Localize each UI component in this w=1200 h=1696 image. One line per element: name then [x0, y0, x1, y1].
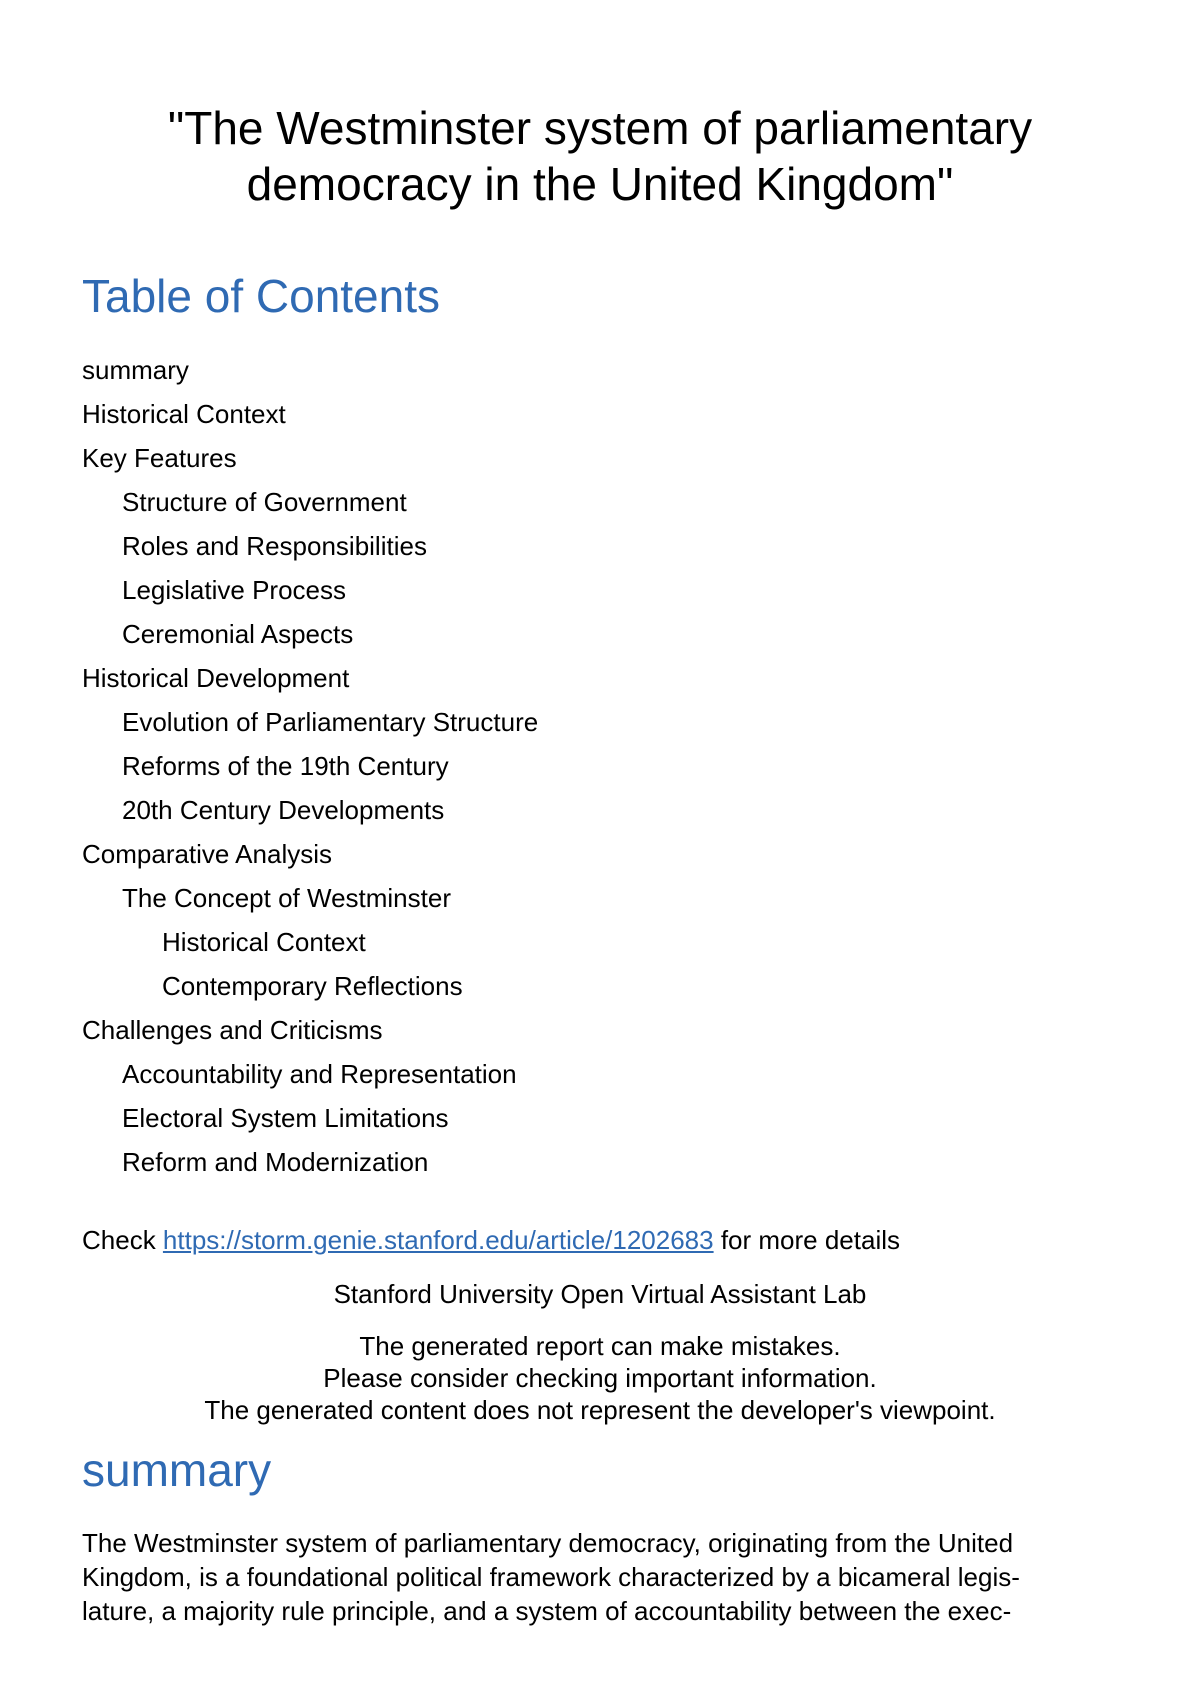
toc-item[interactable]: Reform and Modernization [122, 1147, 429, 1177]
toc-item[interactable]: Comparative Analysis [82, 839, 332, 869]
more-details-line [82, 1222, 900, 1258]
article-link[interactable]: https://storm.genie.stanford.edu/article/1202683 [162, 1225, 714, 1255]
toc-item[interactable]: The Concept of Westminster [122, 883, 451, 913]
document-title-line: democracy in the United Kingdom" [246, 158, 954, 210]
toc-item[interactable]: Electoral System Limitations [122, 1103, 449, 1133]
toc-item[interactable]: 20th Century Developments [122, 795, 445, 825]
table-of-contents [82, 348, 538, 1184]
toc-heading: Table of Contents [82, 270, 441, 322]
disclaimer-line: The generated report can make mistakes. [359, 1331, 841, 1361]
toc-item[interactable]: Legislative Process [122, 575, 346, 605]
toc-item[interactable]: Reforms of the 19th Century [122, 751, 449, 781]
more-details-prefix: Check [82, 1225, 163, 1255]
summary-line: The Westminster system of parliamentary democracy, originating from the United [82, 1528, 1014, 1558]
disclaimer [0, 1330, 1200, 1426]
more-details-suffix: for more details [713, 1225, 900, 1255]
disclaimer-line: The generated content does not represent the developer's viewpoint. [204, 1395, 996, 1425]
toc-item[interactable]: Challenges and Criticisms [82, 1015, 383, 1045]
toc-item[interactable]: Key Features [82, 443, 237, 473]
toc-item[interactable]: summary [82, 355, 189, 385]
toc-item[interactable]: Historical Context [162, 927, 366, 957]
summary-heading: summary [82, 1444, 272, 1496]
toc-item[interactable]: Evolution of Parliamentary Structure [122, 707, 539, 737]
lab-name: Stanford University Open Virtual Assistant Lab [333, 1279, 867, 1309]
summary-paragraph [82, 1526, 1102, 1628]
summary-line: Kingdom, is a foundational political framework characterized by a bicameral legis- [82, 1562, 1020, 1592]
toc-item[interactable]: Roles and Responsibilities [122, 531, 427, 561]
disclaimer-line: Please consider checking important information. [323, 1363, 877, 1393]
toc-item[interactable]: Historical Context [82, 399, 286, 429]
toc-item[interactable]: Historical Development [82, 663, 350, 693]
toc-item[interactable]: Structure of Government [122, 487, 407, 517]
document-title [0, 100, 1200, 212]
toc-item[interactable]: Accountability and Representation [122, 1059, 517, 1089]
toc-item[interactable]: Ceremonial Aspects [122, 619, 354, 649]
summary-line: lature, a majority rule principle, and a system of accountability between the exec- [82, 1596, 1012, 1626]
document-title-line: "The Westminster system of parliamentary [167, 102, 1033, 154]
toc-item[interactable]: Contemporary Reflections [162, 971, 463, 1001]
